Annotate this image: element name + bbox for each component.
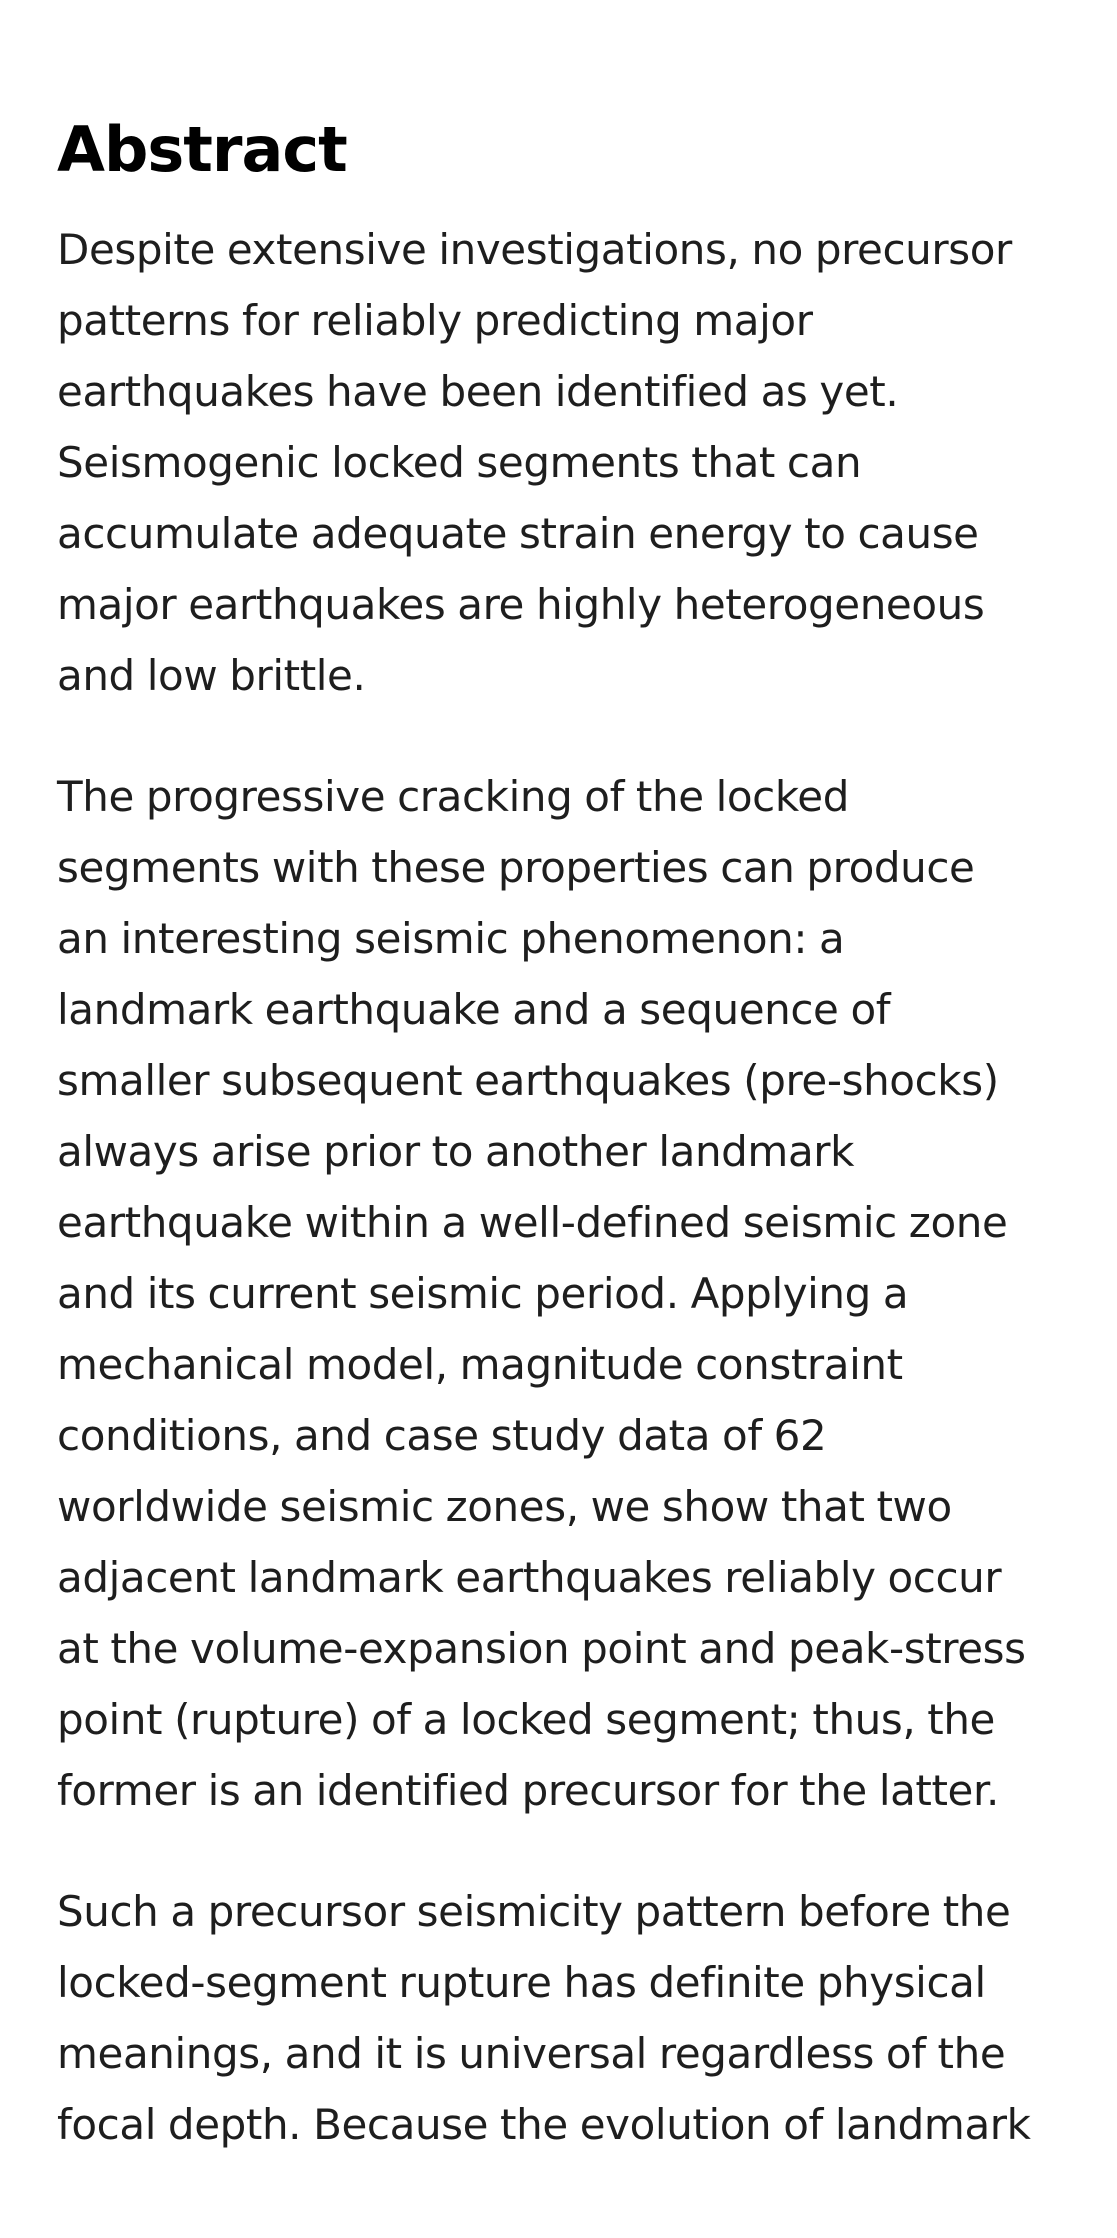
text-line: worldwide seismic zones, we show that two: [57, 1482, 952, 1531]
text-line: an interesting seismic phenomenon: a: [57, 914, 845, 963]
text-line: landmark earthquake and a sequence of: [57, 985, 891, 1034]
text-line: accumulate adequate strain energy to cause: [57, 509, 979, 558]
text-line: Seismogenic locked segments that can: [57, 438, 862, 487]
text-line: patterns for reliably predicting major: [57, 296, 813, 345]
text-line: and its current seismic period. Applying a: [57, 1269, 909, 1318]
abstract-paragraph-3: [57, 1876, 1060, 2160]
text-line: at the volume-expansion point and peak-stress: [57, 1624, 1026, 1673]
text-line: and low brittle.: [57, 651, 366, 700]
abstract-paragraph-2: [57, 761, 1060, 1826]
text-line: major earthquakes are highly heterogeneous: [57, 580, 985, 629]
text-line: smaller subsequent earthquakes (pre-shocks): [57, 1056, 999, 1105]
abstract-heading: Abstract: [57, 113, 347, 186]
text-line: former is an identified precursor for the latter.: [57, 1766, 999, 1815]
text-line: always arise prior to another landmark: [57, 1127, 855, 1176]
text-line: segments with these properties can produce: [57, 843, 975, 892]
text-line: earthquakes have been identified as yet.: [57, 367, 899, 416]
text-line: Such a precursor seismicity pattern before the: [57, 1887, 1011, 1936]
text-line: The progressive cracking of the locked: [57, 772, 849, 821]
text-line: mechanical model, magnitude constraint: [57, 1340, 903, 1389]
text-line: point (rupture) of a locked segment; thus, the: [57, 1695, 995, 1744]
text-line: locked-segment rupture has definite physical: [57, 1958, 986, 2007]
text-line: focal depth. Because the evolution of landmark: [57, 2100, 1031, 2149]
abstract-paragraph-1: [57, 214, 1060, 711]
text-line: conditions, and case study data of 62: [57, 1411, 827, 1460]
text-line: earthquake within a well-defined seismic zone: [57, 1198, 1008, 1247]
text-line: meanings, and it is universal regardless of the: [57, 2029, 1006, 2078]
text-line: Despite extensive investigations, no precursor: [57, 225, 1012, 274]
text-line: adjacent landmark earthquakes reliably occur: [57, 1553, 1002, 1602]
